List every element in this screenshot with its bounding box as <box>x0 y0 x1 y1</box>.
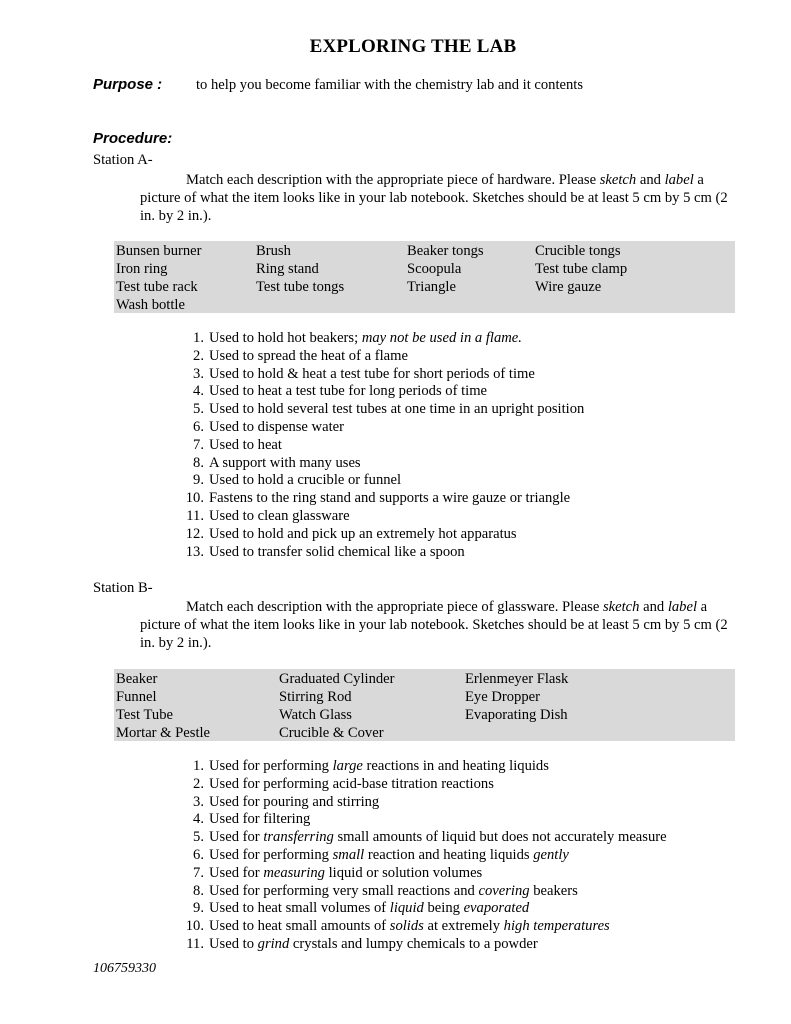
item-text: solids <box>389 918 424 935</box>
item-number: 11. <box>186 935 204 952</box>
item-text: Used to hold and pick up an extremely hot apparatus <box>209 525 517 542</box>
item-text: Used for <box>209 829 264 846</box>
station-b-word-bank-item: Mortar & Pestle <box>116 725 211 741</box>
station-b-word-bank-item: Funnel <box>116 689 157 705</box>
item-text: Used to heat small amounts of <box>209 918 390 935</box>
item-text: Used for performing very small reactions and <box>209 882 479 899</box>
item-text: Used to dispense water <box>209 418 344 435</box>
item-text: Used for performing acid-base titration reactions <box>209 775 494 792</box>
item-number: 3. <box>193 793 204 810</box>
item-text: A support with many uses <box>209 454 361 471</box>
station-a-word-bank-item: Bunsen burner <box>116 243 202 259</box>
station-a-description-item <box>184 366 584 384</box>
item-text: may not be used in a flame. <box>361 330 522 346</box>
item-text: crystals and lumpy chemicals to a powder <box>289 935 538 952</box>
station-b-word-bank-item: Eye Dropper <box>465 689 540 705</box>
station-b-word-bank-item: Graduated Cylinder <box>279 671 395 687</box>
document-id: 106759330 <box>93 961 156 976</box>
station-a-word-bank-item: Wire gauze <box>535 279 602 295</box>
station-a-description-item <box>184 437 584 455</box>
station-a-word-bank-item: Ring stand <box>256 261 319 277</box>
station-a-description-item <box>184 348 584 366</box>
station-a-description-item <box>184 383 584 401</box>
item-number: 8. <box>193 882 204 899</box>
item-number: 2. <box>193 775 204 792</box>
item-text: Used to hold hot beakers; <box>209 330 362 346</box>
item-text: Used to spread the heat of a flame <box>209 347 408 364</box>
station-b-description-item <box>184 847 667 865</box>
station-a-word-bank-item: Beaker tongs <box>407 243 484 259</box>
station-b-descriptions <box>184 758 667 954</box>
item-text: large <box>332 758 363 774</box>
item-number: 6. <box>193 846 204 863</box>
station-a-word-bank-item: Triangle <box>407 279 456 295</box>
station-a-word-bank-item: Scoopula <box>407 261 462 277</box>
item-text: Used for filtering <box>209 811 311 828</box>
station-b-description-item <box>184 865 667 883</box>
item-text: small amounts of liquid but does not accurately measure <box>333 829 667 846</box>
item-text: Used to clean glassware <box>209 507 350 524</box>
item-number: 3. <box>193 365 204 382</box>
station-b-description-item <box>184 918 667 936</box>
station-b-description-item <box>184 936 667 954</box>
station-a-word-bank-item: Test tube clamp <box>535 261 628 277</box>
station-b-description-item <box>184 883 667 901</box>
item-number: 1. <box>193 758 204 774</box>
station-a-description-item <box>184 526 584 544</box>
item-text: evaporated <box>463 900 530 917</box>
station-b-word-bank-item: Erlenmeyer Flask <box>465 671 569 687</box>
station-a-description-item <box>184 419 584 437</box>
item-text: high temperatures <box>503 918 610 935</box>
station-a-word-bank <box>114 241 735 313</box>
item-number: 1. <box>193 330 204 346</box>
item-text: small <box>332 846 365 863</box>
item-number: 12. <box>185 525 204 542</box>
station-a-descriptions <box>184 330 584 561</box>
item-number: 7. <box>193 864 204 881</box>
procedure-label: Procedure: <box>93 130 173 147</box>
station-b-word-bank-item: Evaporating Dish <box>465 707 568 723</box>
station-a-description-item <box>184 455 584 473</box>
item-text: Fastens to the ring stand and supports a wire gauze or triangle <box>209 490 571 507</box>
station-b-description-item <box>184 900 667 918</box>
station-a-word-bank-item: Wash bottle <box>116 297 185 313</box>
station-b-word-bank-item: Crucible & Cover <box>279 725 384 741</box>
item-number: 10. <box>185 918 204 935</box>
item-text: liquid <box>389 900 424 917</box>
item-text: reactions in and heating liquids <box>362 758 549 774</box>
item-number: 9. <box>193 472 204 489</box>
item-number: 9. <box>193 900 204 917</box>
item-text: Used for performing <box>209 846 333 863</box>
item-text: Used for pouring and stirring <box>209 793 380 810</box>
station-b-description-item <box>184 758 667 776</box>
station-b-instructions: Match each description with the appropriate piece of glassware. Please sketch and label a picture of what the item looks like in your lab notebook. Sketches should be at least 5 cm by 5 cm (2 in. by 2 in.). <box>140 599 728 651</box>
item-number: 11. <box>186 507 204 524</box>
item-text: Used to transfer solid chemical like a spoon <box>209 543 465 560</box>
item-text: Used for <box>209 864 264 881</box>
station-a-description-item <box>184 330 584 348</box>
station-b-word-bank-item: Stirring Rod <box>279 689 352 705</box>
item-text: gently <box>533 846 569 863</box>
station-a-heading: Station A- <box>93 152 153 168</box>
station-a-instructions: Match each description with the appropriate piece of hardware. Please sketch and label a picture of what the item looks like in your lab notebook. Sketches should be at least 5 cm by 5 cm (2 in. by 2 in.). <box>140 172 728 224</box>
page-title: EXPLORING THE LAB <box>309 36 517 57</box>
item-text: being <box>423 900 464 917</box>
item-text: Used to hold & heat a test tube for short periods of time <box>209 365 535 382</box>
station-a-word-bank-item: Test tube rack <box>116 279 198 295</box>
item-text: Used for performing <box>209 758 333 774</box>
item-number: 8. <box>193 454 204 471</box>
station-b-description-item <box>184 794 667 812</box>
item-text: Used to heat small volumes of <box>209 900 390 917</box>
item-text: Used to hold a crucible or funnel <box>209 472 402 489</box>
item-number: 6. <box>193 418 204 435</box>
station-a-description-item <box>184 508 584 526</box>
item-number: 4. <box>193 383 204 400</box>
purpose-label: Purpose : <box>93 76 163 93</box>
item-number: 13. <box>185 543 204 560</box>
station-b-word-bank-item: Beaker <box>116 671 158 687</box>
item-number: 4. <box>193 811 204 828</box>
station-b-word-bank-item: Watch Glass <box>279 707 352 723</box>
item-text: liquid or solution volumes <box>324 864 483 881</box>
station-a-word-bank-item: Test tube tongs <box>256 279 345 295</box>
item-number: 5. <box>193 401 204 418</box>
item-number: 7. <box>193 436 204 453</box>
item-text: transferring <box>263 829 334 846</box>
station-b-description-item <box>184 776 667 794</box>
item-number: 10. <box>185 490 204 507</box>
item-text: reaction and heating liquids <box>364 846 534 863</box>
station-b-heading: Station B- <box>93 580 153 596</box>
station-b-word-bank <box>114 669 735 741</box>
item-number: 5. <box>193 829 204 846</box>
station-a-description-item <box>184 490 584 508</box>
station-a-word-bank-item: Iron ring <box>116 261 168 277</box>
purpose-text: to help you become familiar with the chemistry lab and it contents <box>196 77 584 93</box>
station-a-description-item <box>184 401 584 419</box>
item-text: Used to hold several test tubes at one time in an upright position <box>209 401 585 418</box>
item-text: beakers <box>529 882 578 899</box>
item-text: measuring <box>263 864 325 881</box>
station-b-word-bank-item: Test Tube <box>116 707 173 723</box>
item-text: Used to <box>209 935 258 952</box>
station-a-description-item <box>184 472 584 490</box>
station-b-description-item <box>184 811 667 829</box>
item-text: Used to heat a test tube for long periods of time <box>209 383 488 400</box>
item-text: Used to heat <box>209 436 282 453</box>
station-a-description-item <box>184 544 584 562</box>
item-text: grind <box>257 935 290 952</box>
station-a-word-bank-item: Crucible tongs <box>535 243 621 259</box>
item-number: 2. <box>193 347 204 364</box>
item-text: covering <box>478 882 530 899</box>
station-b-description-item <box>184 829 667 847</box>
station-a-word-bank-item: Brush <box>256 243 291 259</box>
item-text: at extremely <box>423 918 504 935</box>
